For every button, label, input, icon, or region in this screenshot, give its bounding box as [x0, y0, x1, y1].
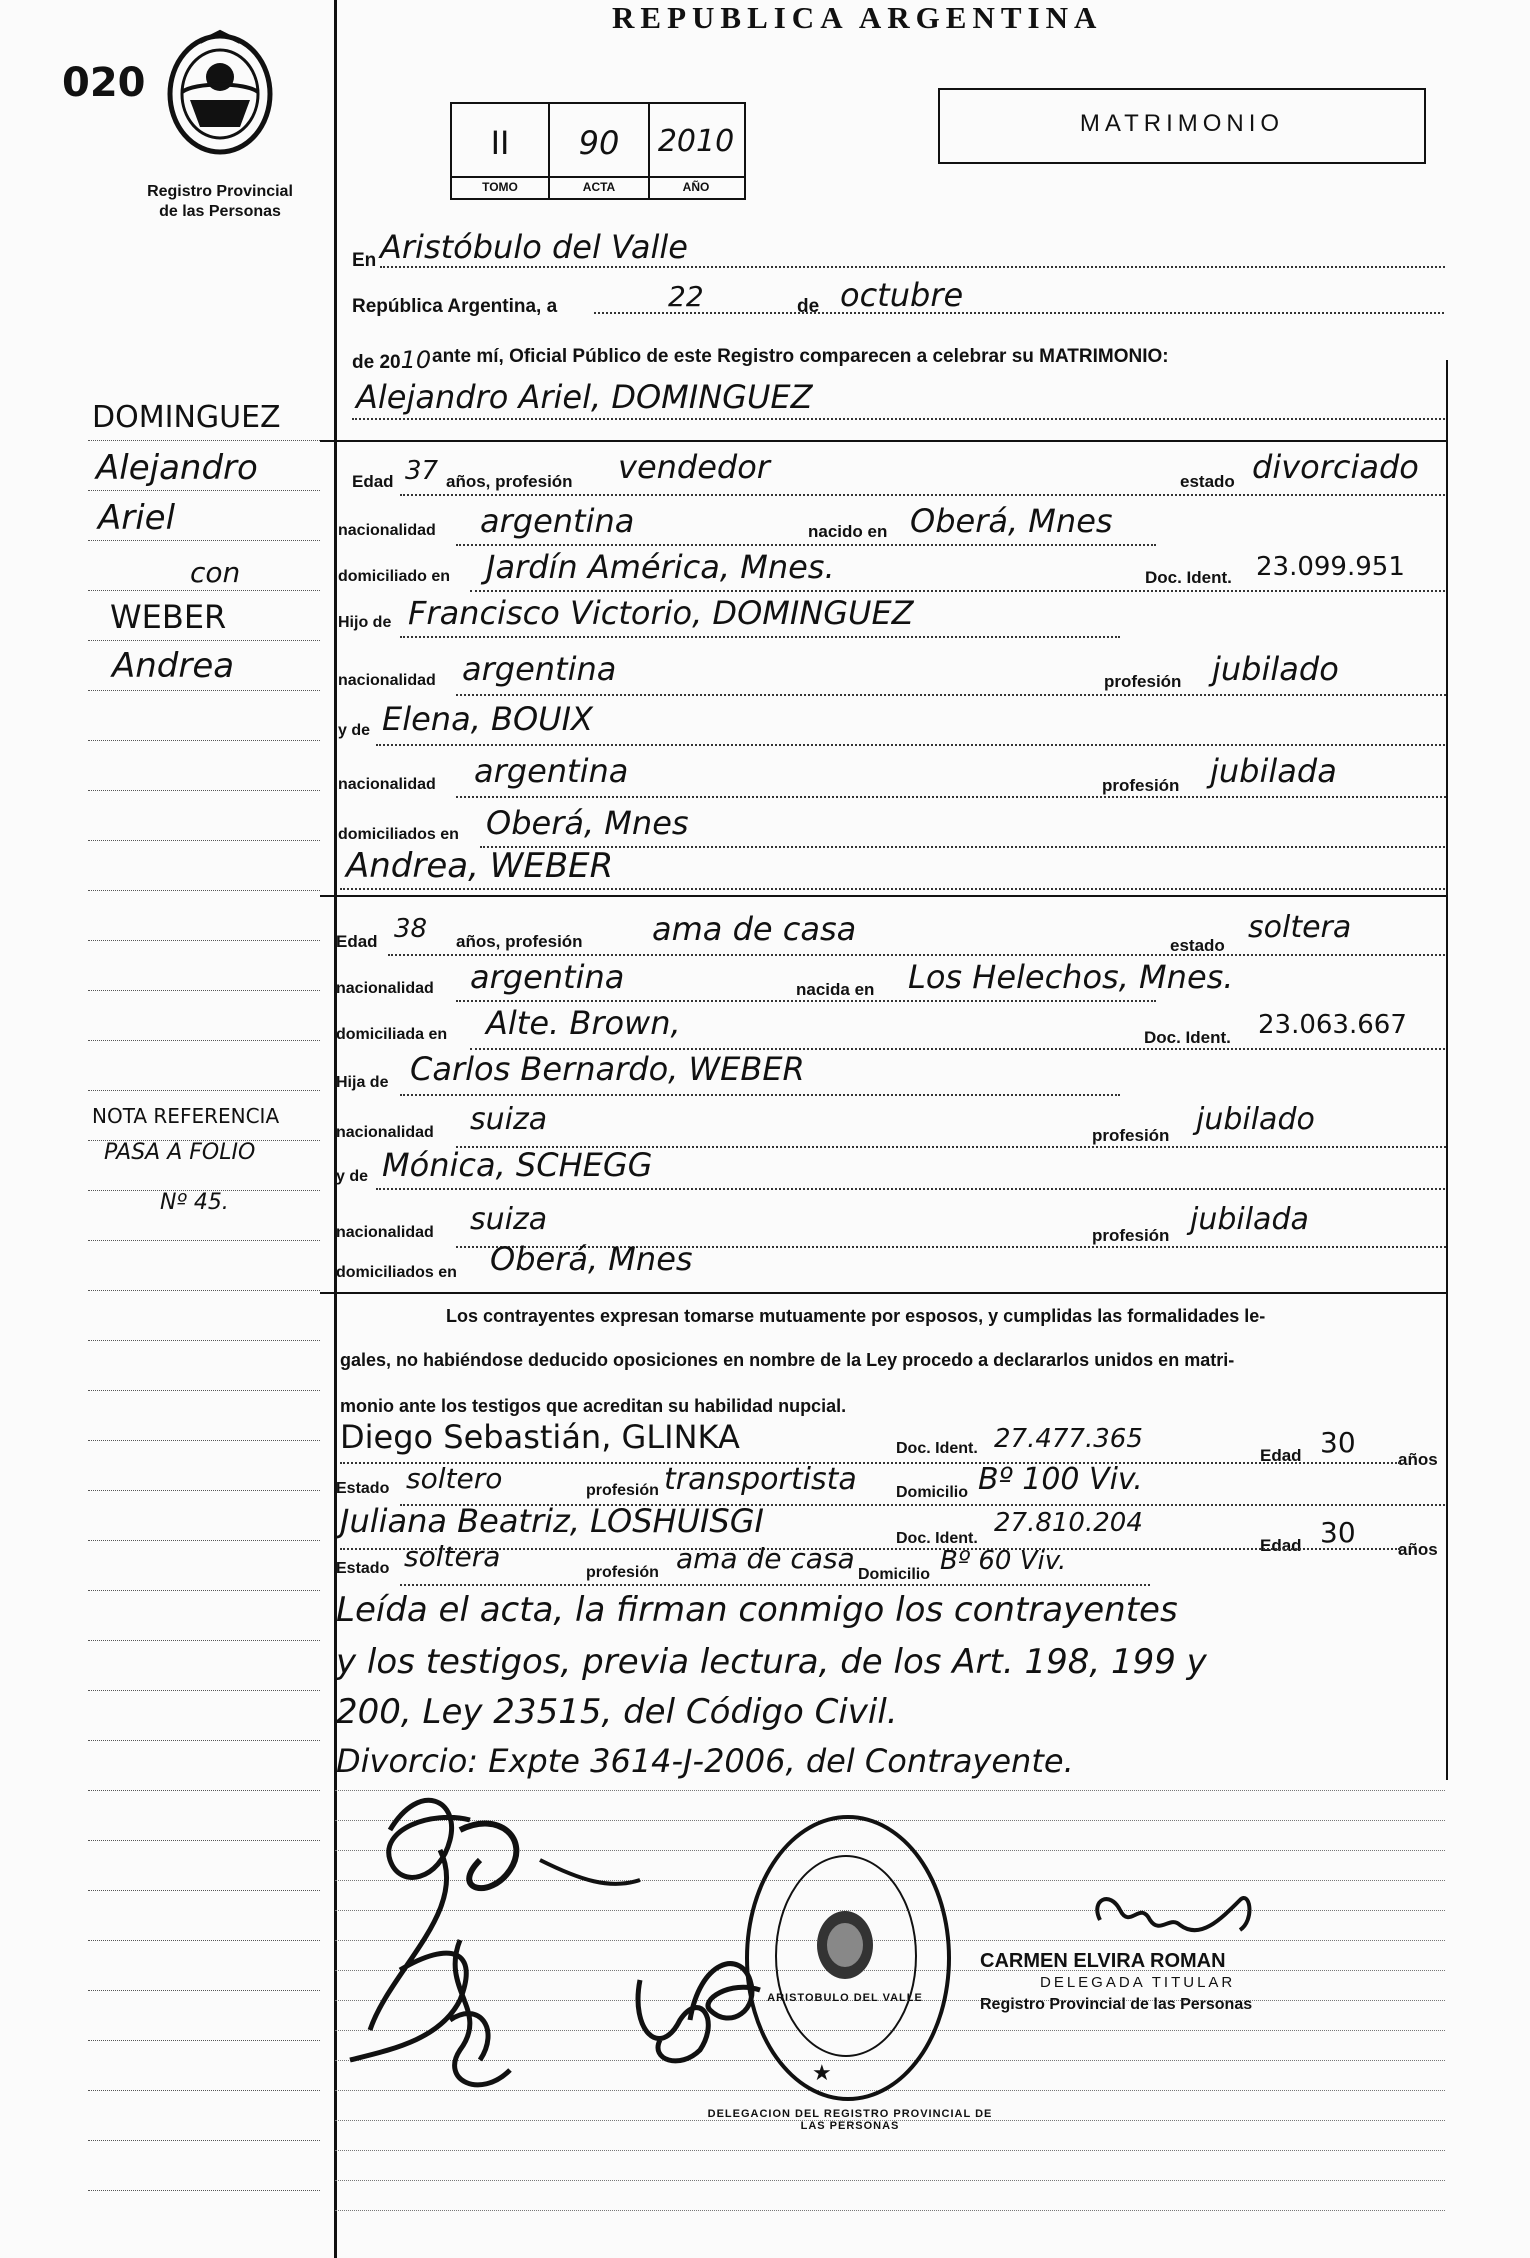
stamp-emblem	[805, 1900, 885, 1990]
margin-rule-line	[88, 1490, 320, 1491]
margin-rule-line	[88, 540, 320, 541]
fill-line	[400, 636, 1120, 638]
margin-rule-line	[88, 2190, 320, 2191]
place: Aristóbulo del Valle	[380, 228, 688, 266]
witness1-profesion-label: profesión	[586, 1482, 659, 1499]
fill-line	[376, 1188, 1445, 1190]
margin-rule-line	[88, 490, 320, 491]
groom-nacionalidad-label: nacionalidad	[338, 522, 436, 539]
official-registry: Registro Provincial de las Personas	[980, 1996, 1253, 2013]
bride-mother-profession: jubilada	[1190, 1202, 1309, 1237]
fill-line	[470, 590, 1445, 592]
witness2-estado-label: Estado	[336, 1560, 390, 1577]
margin-rule-line	[88, 1340, 320, 1341]
witness2-age: 30	[1320, 1516, 1356, 1549]
day: 22	[668, 280, 704, 313]
acta-value: 90	[578, 124, 620, 162]
margin-firstname-groom: Alejandro	[96, 448, 258, 488]
fill-line	[456, 544, 1156, 546]
fill-line	[380, 266, 1445, 268]
bride-mother-nationality: suiza	[470, 1202, 548, 1237]
margin-rule-line	[88, 740, 320, 741]
margin-rule-line	[88, 1990, 320, 1991]
margin-rule-line	[88, 1640, 320, 1641]
witness2-domicile: Bº 60 Viv.	[940, 1546, 1067, 1576]
signature-bride	[420, 1930, 530, 2110]
margin-rule-line	[88, 1840, 320, 1841]
groom-mother: Elena, BOUIX	[382, 700, 593, 738]
fill-line	[456, 796, 1446, 798]
year-suffix: 10	[400, 346, 432, 374]
stamp-text: DELEGACION DEL REGISTRO PROVINCIAL DE LAS PERSONAS	[707, 2108, 993, 2132]
section-divider-bride	[320, 895, 1448, 897]
witness1-status: soltero	[406, 1462, 503, 1495]
right-edge-border	[1446, 360, 1448, 1780]
fill-line	[594, 312, 1444, 314]
record-type: MATRIMONIO	[1079, 110, 1285, 137]
witness2-anos-label: años	[1398, 1540, 1438, 1559]
groom-status: divorciado	[1252, 448, 1419, 486]
groom-doc-label: Doc. Ident.	[1145, 568, 1232, 587]
bride-edad-label: Edad	[336, 932, 378, 951]
witness1-name: Diego Sebastián, GLINKA	[340, 1418, 740, 1456]
groom-nacido-label: nacido en	[808, 522, 888, 541]
star-icon: ★	[812, 2060, 832, 2085]
groom-doc: 23.099.951	[1256, 552, 1405, 582]
margin-rule-line	[88, 2040, 320, 2041]
bride-domiciliados-label: domiciliados en	[336, 1264, 457, 1281]
month: octubre	[840, 276, 964, 314]
witness1-doc-label: Doc. Ident.	[896, 1440, 978, 1457]
margin-rule-line	[88, 1240, 320, 1241]
witness1-profession: transportista	[664, 1462, 857, 1497]
witness2-edad-label: Edad	[1260, 1536, 1302, 1555]
bride-mother: Mónica, SCHEGG	[382, 1146, 653, 1184]
fill-line	[376, 744, 1445, 746]
groom-father-profession: jubilado	[1212, 650, 1339, 688]
margin-rule-line	[88, 1890, 320, 1891]
margin-rule-line	[88, 1440, 320, 1441]
page-rule-line	[335, 2210, 1445, 2211]
groom-estado-label: estado	[1180, 472, 1235, 491]
margin-rule-line	[88, 1040, 320, 1041]
bride-doc: 23.063.667	[1258, 1010, 1407, 1040]
bride-born: Los Helechos, Mnes.	[908, 958, 1234, 996]
margin-rule-line	[88, 1740, 320, 1741]
closing-line-3: 200, Ley 23515, del Código Civil.	[336, 1692, 898, 1732]
margin-rule-line	[88, 690, 320, 691]
fill-line	[400, 494, 1445, 496]
margin-rule-line	[88, 640, 320, 641]
closing-line-2: y los testigos, previa lectura, de los Art. 198, 199 y	[336, 1642, 1207, 1682]
groom-mother-nacionalidad-label: nacionalidad	[338, 776, 436, 793]
country-title: REPUBLICA ARGENTINA	[612, 0, 1103, 35]
witness2-profesion-label: profesión	[586, 1564, 659, 1581]
margin-rule-line	[88, 1390, 320, 1391]
groom-hijo-label: Hijo de	[338, 614, 392, 631]
witness1-edad-label: Edad	[1260, 1446, 1302, 1465]
witness2-doc: 27.810.204	[994, 1508, 1143, 1538]
stamp-center-text: ARISTOBULO DEL VALLE	[767, 1992, 923, 2004]
margin-rule-line	[88, 1590, 320, 1591]
page-rule-line	[335, 2150, 1445, 2151]
witness1-anos-label: años	[1398, 1450, 1438, 1469]
margin-rule-line	[88, 590, 320, 591]
bride-nacida-label: nacida en	[796, 980, 875, 999]
bride-name: Andrea, WEBER	[346, 846, 614, 886]
bride-father: Carlos Bernardo, WEBER	[410, 1050, 805, 1088]
section-divider-groom	[320, 440, 1448, 442]
groom-parents-domicile: Oberá, Mnes	[486, 804, 689, 842]
record-box-label-divider	[450, 176, 744, 178]
witness1-domicile: Bº 100 Viv.	[978, 1462, 1143, 1497]
bride-nacionalidad-label: nacionalidad	[336, 980, 434, 997]
province-coat-of-arms	[150, 22, 290, 162]
groom-mother-profesion-label: profesión	[1102, 776, 1180, 795]
intro-statement: ante mí, Oficial Público de este Registro comparecen a celebrar su MATRIMONIO:	[432, 346, 1169, 367]
groom-edad-label: Edad	[352, 472, 394, 491]
witness1-doc: 27.477.365	[994, 1424, 1143, 1454]
bride-father-profesion-label: profesión	[1092, 1126, 1170, 1145]
bride-anos-profesion-label: años, profesión	[456, 932, 583, 951]
declaration-line-3: monio ante los testigos que acreditan su habilidad nupcial.	[340, 1396, 847, 1416]
margin-surname-bride: WEBER	[110, 598, 227, 636]
margin-nota-referencia: NOTA REFERENCIA	[92, 1104, 280, 1128]
year: de 2010	[352, 346, 432, 374]
page-rule-line	[335, 2180, 1445, 2181]
witness1-age: 30	[1320, 1426, 1356, 1459]
margin-rule-line	[88, 1540, 320, 1541]
groom-father-profesion-label: profesión	[1104, 672, 1182, 691]
bride-estado-label: estado	[1170, 936, 1225, 955]
closing-line-4: Divorcio: Expte 3614-J-2006, del Contrayente.	[336, 1742, 1074, 1780]
official-name: CARMEN ELVIRA ROMAN	[980, 1950, 1226, 1972]
bride-profession: ama de casa	[652, 910, 857, 948]
bride-mother-nacionalidad-label: nacionalidad	[336, 1224, 434, 1241]
bride-status: soltera	[1248, 910, 1352, 945]
tomo-value: II	[490, 124, 510, 162]
document-number: 020	[62, 60, 146, 106]
witness2-doc-label: Doc. Ident.	[896, 1530, 978, 1547]
declaration-line-1: Los contrayentes expresan tomarse mutuamente por esposos, y cumplidas las formalidades le-	[446, 1306, 1266, 1326]
bride-father-nacionalidad-label: nacionalidad	[336, 1124, 434, 1141]
bride-father-profession: jubilado	[1196, 1102, 1315, 1137]
witness1-estado-label: Estado	[336, 1480, 390, 1497]
acta-label: ACTA	[582, 180, 616, 194]
groom-father-nacionalidad-label: nacionalidad	[338, 672, 436, 689]
fill-line	[340, 888, 1445, 890]
tomo-label: TOMO	[482, 180, 518, 194]
fill-line	[456, 1000, 1156, 1002]
bride-nationality: argentina	[470, 958, 625, 996]
groom-born: Oberá, Mnes	[910, 502, 1113, 540]
margin-pasa-a-folio: PASA A FOLIO	[104, 1140, 256, 1165]
margin-rule-line	[88, 2090, 320, 2091]
margin-firstname-bride: Andrea	[112, 646, 235, 686]
witness2-profession: ama de casa	[676, 1542, 855, 1575]
witness2-status: soltera	[404, 1540, 501, 1573]
registry-name: Registro Provincial de las Personas	[147, 183, 293, 220]
witness2-domicilio-label: Domicilio	[858, 1566, 931, 1583]
bride-domicile: Alte. Brown,	[486, 1004, 681, 1042]
fill-line	[352, 418, 1445, 420]
margin-rule-line	[88, 940, 320, 941]
margin-rule-line	[88, 1790, 320, 1791]
fill-line	[388, 954, 1445, 956]
groom-name: Alejandro Ariel, DOMINGUEZ	[356, 378, 813, 416]
margin-rule-line	[88, 440, 320, 441]
margin-secondname-groom: Ariel	[98, 498, 176, 538]
groom-father: Francisco Victorio, DOMINGUEZ	[408, 594, 914, 632]
bride-age: 38	[394, 914, 428, 944]
bride-doc-label: Doc. Ident.	[1144, 1028, 1231, 1047]
margin-rule-line	[88, 840, 320, 841]
declaration-line-2: gales, no habiéndose deducido oposiciones en nombre de la Ley procedo a declararlos unidos en matri-	[340, 1350, 1235, 1370]
groom-father-nationality: argentina	[462, 650, 617, 688]
bride-parents-domicile: Oberá, Mnes	[490, 1240, 693, 1278]
bride-domiciliada-label: domiciliada en	[336, 1026, 448, 1043]
official-title: DELEGADA TITULAR	[1040, 1974, 1236, 1991]
margin-rule-line	[88, 1290, 320, 1291]
fill-line	[400, 1584, 1150, 1586]
witness2-name: Juliana Beatriz, LOSHUISGI	[340, 1502, 764, 1540]
margin-rule-line	[88, 790, 320, 791]
margin-rule-line	[88, 890, 320, 891]
groom-profession: vendedor	[618, 448, 770, 486]
groom-yde-label: y de	[338, 722, 371, 739]
signature-official	[1080, 1880, 1260, 1960]
fill-line	[456, 694, 1446, 696]
groom-domiciliado-label: domiciliado en	[338, 568, 451, 585]
en-label: En	[352, 250, 377, 271]
groom-domiciliados-label: domiciliados en	[338, 826, 459, 843]
de-label: de	[797, 296, 820, 317]
groom-mother-profession: jubilada	[1210, 752, 1337, 790]
closing-line-1: Leída el acta, la firman conmigo los contrayentes	[336, 1590, 1178, 1630]
groom-nationality: argentina	[480, 502, 635, 540]
groom-domicile: Jardín América, Mnes.	[486, 548, 835, 586]
bride-father-nationality: suiza	[470, 1102, 548, 1137]
margin-rule-line	[88, 1940, 320, 1941]
margin-rule-line	[88, 990, 320, 991]
margin-rule-line	[88, 1690, 320, 1691]
groom-anos-profesion-label: años, profesión	[446, 472, 573, 491]
margin-folio-number: Nº 45.	[160, 1190, 229, 1215]
bride-hija-label: Hija de	[336, 1074, 389, 1091]
section-divider-declaration	[320, 1292, 1448, 1294]
fill-line	[480, 846, 1445, 848]
bride-mother-profesion-label: profesión	[1092, 1226, 1170, 1245]
bride-yde-label: y de	[336, 1168, 369, 1185]
groom-mother-nationality: argentina	[474, 752, 629, 790]
margin-surname-groom: DOMINGUEZ	[92, 400, 281, 435]
margin-con: con	[190, 556, 241, 589]
anio-value: 2010	[657, 124, 735, 159]
margin-rule-line	[88, 2140, 320, 2141]
anio-label: AÑO	[682, 180, 710, 194]
republica-label: República Argentina, a	[352, 296, 558, 317]
fill-line	[400, 1094, 1120, 1096]
witness1-domicilio-label: Domicilio	[896, 1484, 969, 1501]
margin-rule-line	[88, 1090, 320, 1091]
groom-age: 37	[405, 456, 439, 486]
